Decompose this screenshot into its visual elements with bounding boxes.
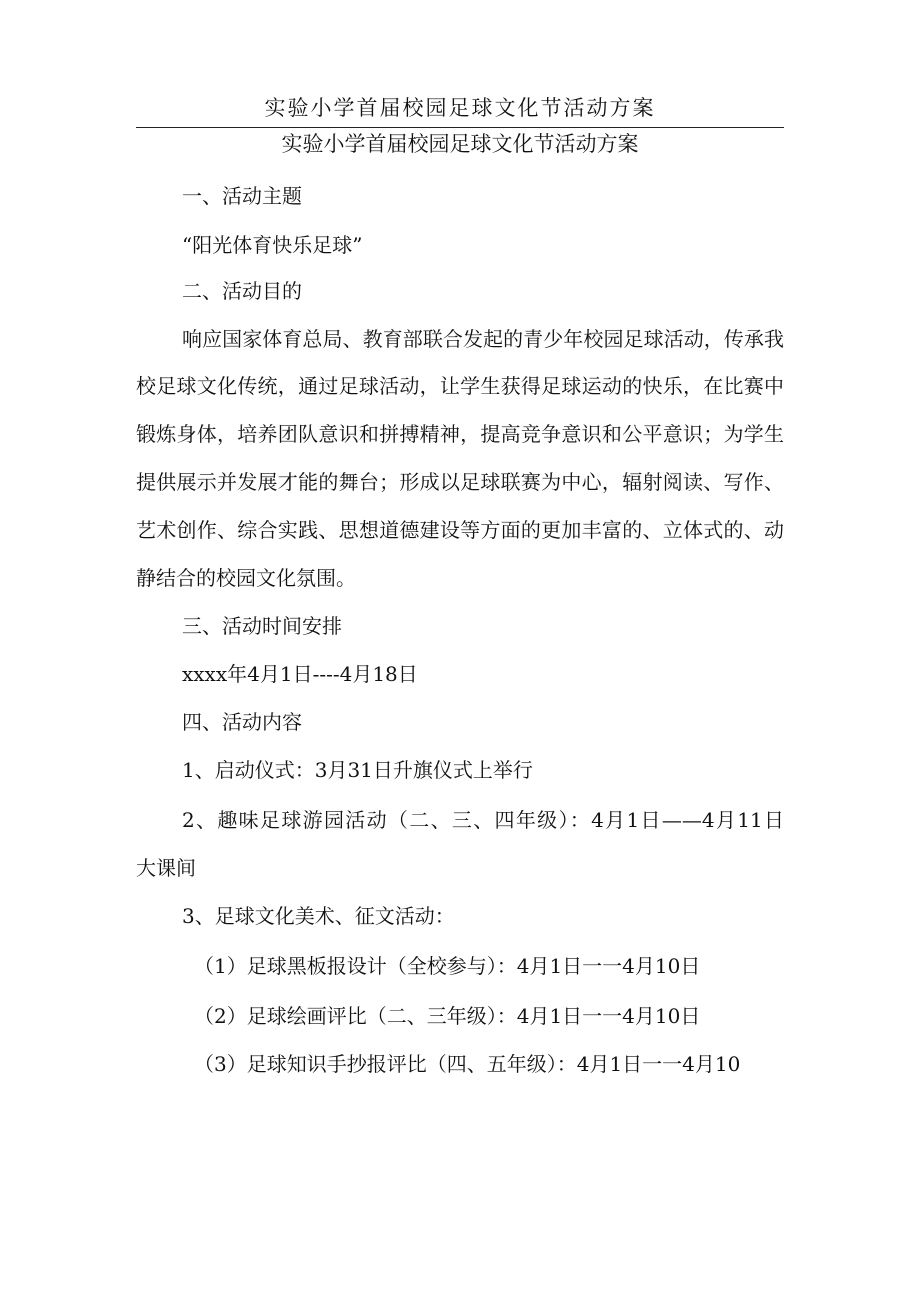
content-item-2-line-1: 2、趣味足球游园活动（二、三、四年级）：4月1日——4月11日	[182, 808, 784, 832]
purpose-line-1: 响应国家体育总局、教育部联合发起的青少年校园足球活动，传承我	[182, 327, 784, 351]
schedule-text: xxxx年4月1日----4月18日	[182, 662, 418, 686]
theme-text: “阳光体育快乐足球”	[182, 233, 363, 257]
section-heading-schedule: 三、活动时间安排	[182, 614, 342, 638]
purpose-line-5: 艺术创作、综合实践、思想道德建设等方面的更加丰富的、立体式的、动	[136, 518, 784, 542]
section-heading-purpose: 二、活动目的	[182, 279, 302, 303]
content-item-3-sub-3: （3）足球知识手抄报评比（四、五年级）：4月1日一一4月10	[194, 1052, 741, 1076]
content-item-2-line-2: 大课间	[136, 856, 196, 880]
content-item-3: 3、足球文化美术、征文活动：	[182, 904, 455, 928]
purpose-line-6: 静结合的校园文化氛围。	[136, 566, 356, 590]
content-item-3-sub-1: （1）足球黑板报设计（全校参与）：4月1日一一4月10日	[194, 954, 701, 978]
purpose-line-2: 校足球文化传统，通过足球活动，让学生获得足球运动的快乐，在比赛中	[136, 374, 784, 398]
content-item-1: 1、启动仪式：3月31日升旗仪式上举行	[182, 758, 533, 782]
section-heading-theme: 一、活动主题	[182, 184, 302, 208]
running-header: 实验小学首届校园足球文化节活动方案	[264, 96, 656, 120]
header-rule	[136, 127, 784, 128]
purpose-line-3: 锻炼身体，培养团队意识和拼搏精神，提高竞争意识和公平意识；为学生	[136, 422, 784, 446]
section-heading-content: 四、活动内容	[182, 710, 302, 734]
document-title: 实验小学首届校园足球文化节活动方案	[281, 132, 639, 156]
content-item-3-sub-2: （2）足球绘画评比（二、三年级）：4月1日一一4月10日	[194, 1004, 701, 1028]
purpose-line-4: 提供展示并发展才能的舞台；形成以足球联赛为中心，辐射阅读、写作、	[136, 470, 784, 494]
